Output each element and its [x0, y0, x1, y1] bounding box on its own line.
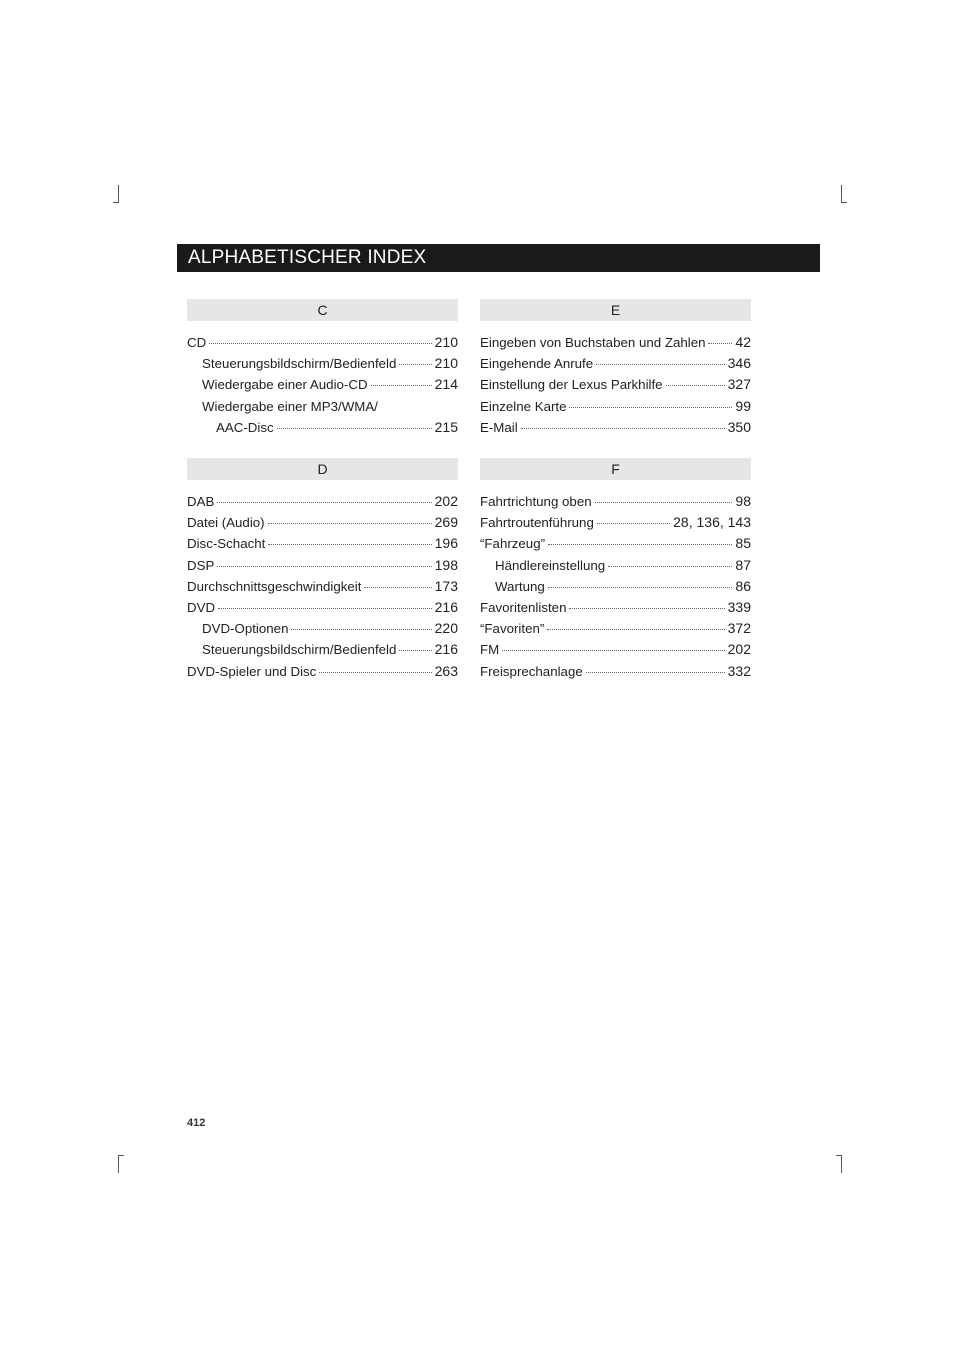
- leader-dots: [209, 343, 431, 344]
- entry-text: Eingeben von Buchstaben und Zahlen: [480, 335, 706, 350]
- section-letter: C: [187, 299, 458, 321]
- entry-text: Durchschnittsgeschwindigkeit: [187, 578, 362, 594]
- leader-dots: [595, 502, 733, 503]
- entry-text: E-Mail: [480, 419, 518, 435]
- leader-dots: [399, 650, 431, 651]
- entry-page: 87: [735, 556, 751, 573]
- entry-page: 202: [434, 493, 458, 510]
- entry-page: 350: [727, 418, 751, 435]
- index-entry[interactable]: [480, 512, 751, 533]
- entry-page: 173: [434, 577, 458, 594]
- leader-dots: [547, 629, 724, 630]
- leader-dots: [548, 587, 733, 588]
- index-subentry[interactable]: [187, 353, 458, 374]
- entry-text: DAB: [187, 494, 215, 510]
- page-title-banner: [177, 244, 820, 272]
- entry-text: Favoritenlisten: [480, 600, 567, 616]
- index-entry[interactable]: [480, 661, 751, 682]
- entry-page: 220: [434, 620, 458, 637]
- leader-dots: [608, 566, 732, 567]
- entry-text: Wiedergabe einer MP3/WMA/: [202, 398, 378, 414]
- leader-dots: [708, 343, 732, 344]
- index-entry[interactable]: [480, 353, 751, 374]
- index-entry[interactable]: [187, 661, 458, 682]
- entry-page: 216: [434, 641, 458, 658]
- index-subentry[interactable]: [187, 618, 458, 639]
- index-section-e: [480, 299, 751, 438]
- entry-text: Wartung: [495, 578, 545, 594]
- entry-text: AAC-Disc: [216, 419, 274, 435]
- entry-text: Wiedergabe einer Audio-CD: [202, 377, 368, 393]
- index-entry[interactable]: [187, 597, 458, 618]
- entry-text: Eingehende Anrufe: [480, 356, 594, 372]
- index-entry[interactable]: [480, 597, 751, 618]
- index-subentry[interactable]: [480, 576, 751, 597]
- entry-text: “Favoriten”: [480, 621, 545, 637]
- index-entry[interactable]: [480, 618, 751, 639]
- entry-text: CD: [187, 335, 207, 350]
- entry-text: Einstellung der Lexus Parkhilfe: [480, 377, 663, 393]
- leader-dots: [217, 502, 431, 503]
- entry-page: 346: [727, 355, 751, 372]
- index-entry[interactable]: [480, 396, 751, 417]
- entry-page: 210: [434, 355, 458, 372]
- entry-page: 263: [434, 662, 458, 679]
- entry-text: DSP: [187, 557, 215, 573]
- leader-dots: [218, 608, 432, 609]
- index-entry[interactable]: [187, 491, 458, 512]
- entry-page: 85: [735, 535, 751, 552]
- entry-page: 215: [434, 418, 458, 435]
- leader-dots: [364, 587, 431, 588]
- leader-dots: [548, 544, 732, 545]
- section-letter: D: [187, 458, 458, 480]
- entry-text: Freisprechanlage: [480, 663, 583, 679]
- entry-page: 198: [434, 556, 458, 573]
- entry-text: DVD-Spieler und Disc: [187, 663, 317, 679]
- leader-dots: [371, 385, 432, 386]
- entry-text: Steuerungsbildschirm/Bedienfeld: [202, 642, 397, 658]
- entry-text: Steuerungsbildschirm/Bedienfeld: [202, 356, 397, 372]
- index-column-left: [187, 299, 458, 682]
- entry-text: “Fahrzeug”: [480, 536, 546, 552]
- leader-dots: [268, 523, 432, 524]
- leader-dots: [268, 544, 431, 545]
- entry-text: Einzelne Karte: [480, 398, 567, 414]
- index-entry[interactable]: [187, 533, 458, 554]
- index-subentry[interactable]: [480, 555, 751, 576]
- entry-text: Fahrtroutenführung: [480, 515, 594, 531]
- entry-page: 210: [434, 334, 458, 350]
- leader-dots: [521, 428, 725, 429]
- entry-page: 269: [434, 514, 458, 531]
- index-subentry[interactable]: [187, 639, 458, 660]
- crop-mark-bottom-left-tick: [118, 1155, 124, 1156]
- entry-page: 98: [735, 493, 751, 510]
- page-title: ALPHABETISCHER INDEX: [188, 247, 427, 268]
- entry-text: Fahrtrichtung oben: [480, 494, 592, 510]
- entry-page: 28, 136, 143: [673, 514, 751, 531]
- entry-text: FM: [480, 642, 500, 658]
- leader-dots: [399, 364, 431, 365]
- entry-page: 339: [727, 599, 751, 616]
- entry-page: 372: [727, 620, 751, 637]
- leader-dots: [502, 650, 724, 651]
- crop-mark-top-left: [118, 185, 119, 203]
- entry-page: 196: [434, 535, 458, 552]
- index-entry[interactable]: [480, 491, 751, 512]
- index-section-f: [480, 458, 751, 682]
- index-entry[interactable]: [187, 512, 458, 533]
- section-letter: E: [480, 299, 751, 321]
- crop-mark-top-right: [841, 185, 842, 203]
- entry-page: 327: [727, 376, 751, 393]
- crop-mark-top-right-tick: [841, 202, 847, 203]
- index-section-d: [187, 458, 458, 682]
- leader-dots: [596, 364, 725, 365]
- index-entry[interactable]: [187, 576, 458, 597]
- leader-dots: [291, 629, 431, 630]
- index-section-c: [187, 299, 458, 438]
- crop-mark-top-left-tick: [113, 202, 119, 203]
- leader-dots: [277, 428, 432, 429]
- page-number: 412: [187, 1117, 206, 1129]
- entry-page: 332: [727, 662, 751, 679]
- entry-page: 42: [735, 334, 751, 350]
- entry-page: 99: [735, 397, 751, 414]
- index-entry[interactable]: [480, 533, 751, 554]
- index-subentry[interactable]: [187, 374, 458, 395]
- entry-page: 216: [434, 599, 458, 616]
- leader-dots: [319, 672, 431, 673]
- entry-page: 202: [727, 641, 751, 658]
- leader-dots: [597, 523, 670, 524]
- index-column-right: [480, 299, 751, 682]
- crop-mark-bottom-right: [841, 1155, 842, 1173]
- entry-text: Datei (Audio): [187, 515, 265, 531]
- leader-dots: [569, 407, 732, 408]
- entry-page: 86: [735, 577, 751, 594]
- leader-dots: [569, 608, 724, 609]
- leader-dots: [666, 385, 725, 386]
- leader-dots: [217, 566, 431, 567]
- index-entry[interactable]: [480, 332, 751, 353]
- entry-page: 214: [434, 376, 458, 393]
- entry-text: Händlereinstellung: [495, 557, 606, 573]
- crop-mark-bottom-left: [118, 1155, 119, 1173]
- index-entry[interactable]: [187, 332, 458, 353]
- index-entry[interactable]: [480, 374, 751, 395]
- index-entry[interactable]: [187, 555, 458, 576]
- entry-text: DVD-Optionen: [202, 621, 289, 637]
- index-entry[interactable]: [480, 417, 751, 438]
- index-subentry-continued[interactable]: [187, 417, 458, 438]
- entry-text: Disc-Schacht: [187, 536, 266, 552]
- leader-dots: [586, 672, 725, 673]
- crop-mark-bottom-right-tick: [836, 1155, 842, 1156]
- section-letter: F: [480, 458, 751, 480]
- index-subentry[interactable]: [187, 396, 458, 417]
- index-entry[interactable]: [480, 639, 751, 660]
- entry-text: DVD: [187, 600, 216, 616]
